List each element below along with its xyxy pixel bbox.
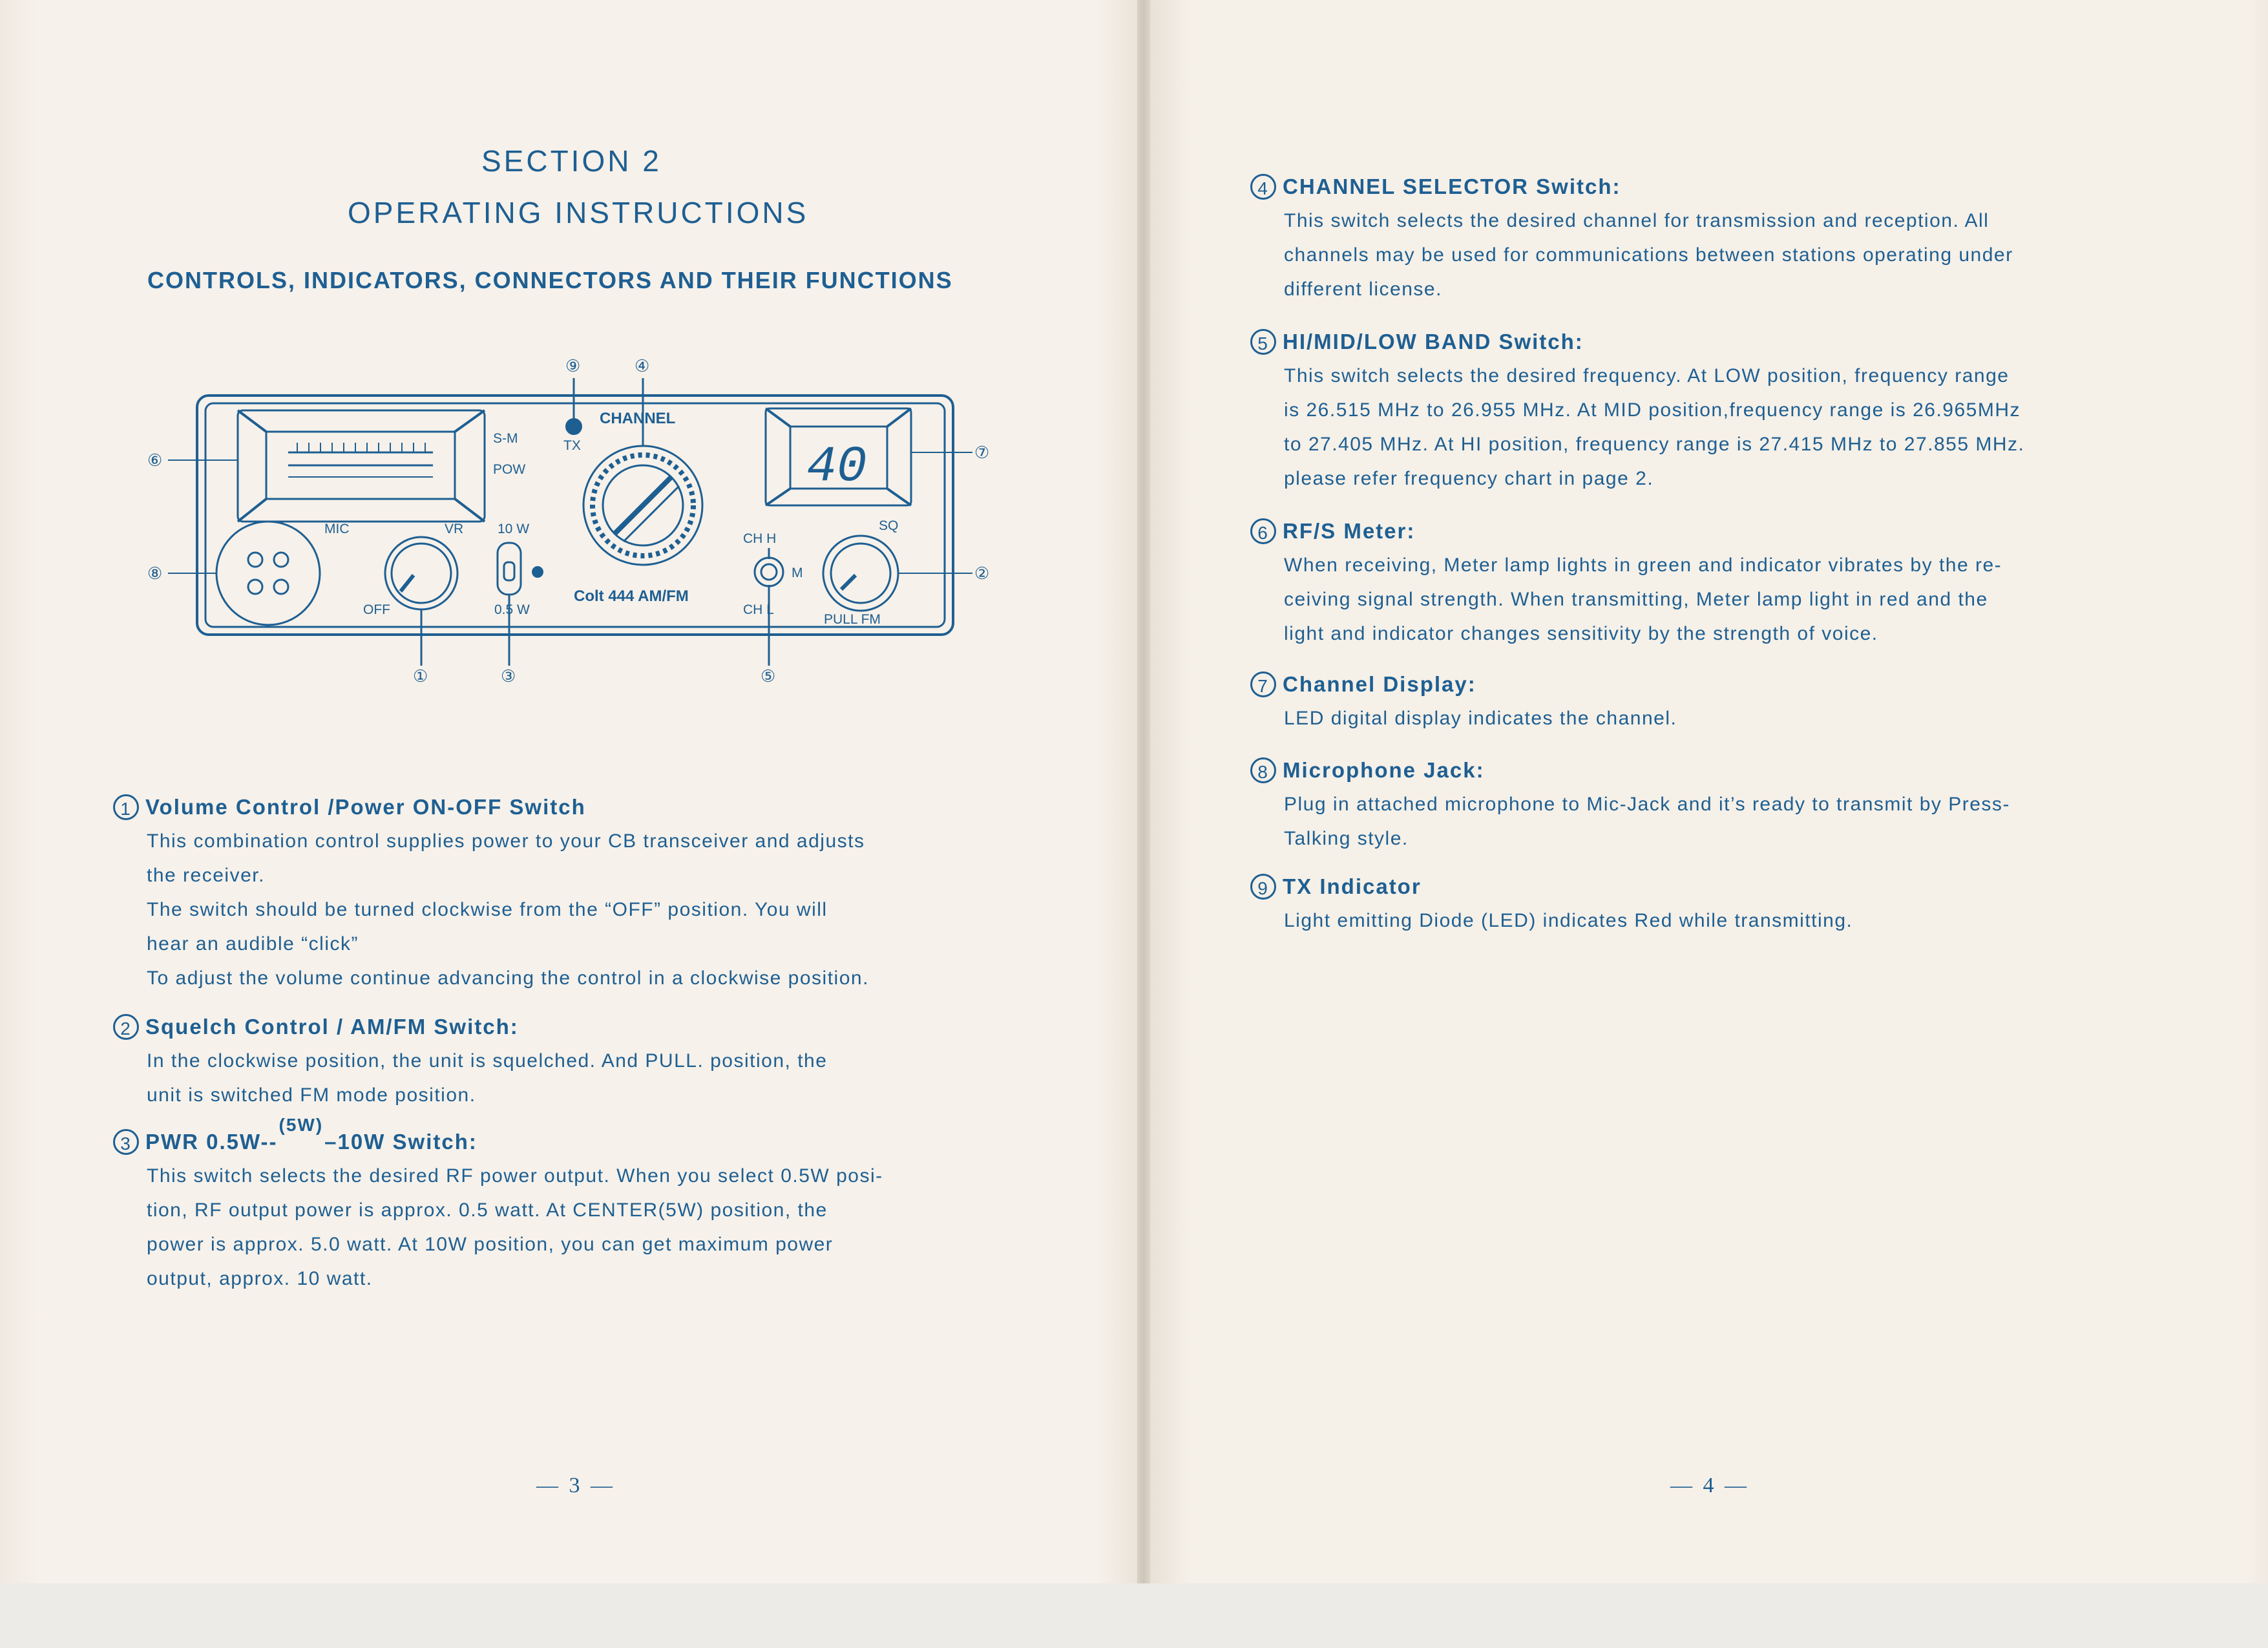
text-line: is 26.515 MHz to 26.955 MHz. At MID position,frequency range is 26.965MHz [1284, 399, 2021, 421]
item-number: 7 [1250, 671, 1276, 697]
item-title: RF/S Meter: [1283, 519, 1416, 543]
callout-4: ④ [635, 356, 650, 375]
text-line: This combination control supplies power to your CB transceiver and adjusts [147, 830, 865, 852]
item-title: Volume Control /Power ON-OFF Switch [145, 795, 586, 819]
page-subheading: CONTROLS, INDICATORS, CONNECTORS AND THEIR FUNCTIONS [147, 267, 953, 293]
text-line: Talking style. [1284, 828, 1409, 849]
channel-display-digits: 40 [806, 439, 867, 496]
label-ch-h: CH H [743, 531, 777, 546]
label-m: M [792, 565, 803, 580]
text-line: This switch selects the desired channel for transmission and reception. All [1284, 210, 1990, 231]
band-switch [755, 548, 783, 596]
text-line: When receiving, Meter lamp lights in green and indicator vibrates by the re- [1284, 555, 2002, 576]
text-line: to 27.405 MHz. At HI position, frequency range is 27.415 MHz to 27.855 MHz. [1284, 434, 2025, 455]
label-10w: 10 W [498, 522, 530, 536]
label-tx: TX [563, 438, 581, 453]
text-line: Plug in attached microphone to Mic-Jack and it’s ready to transmit by Press- [1284, 794, 2010, 815]
callout-8: ⑧ [147, 564, 163, 583]
callout-9: ⑨ [565, 356, 581, 375]
text-line: LED digital display indicates the channel. [1284, 708, 1677, 729]
text-line: output, approx. 10 watt. [147, 1268, 373, 1289]
item-title: TX Indicator [1283, 874, 1422, 898]
item-tx-indicator [1250, 869, 2168, 938]
text-line: Light emitting Diode (LED) indicates Red while transmitting. [1284, 910, 1853, 931]
text-line: unit is switched FM mode position. [147, 1084, 476, 1106]
microphone-jack [216, 522, 320, 625]
section-label: SECTION 2 [481, 144, 662, 178]
callout-5: ⑤ [761, 666, 776, 686]
item-number: 8 [1250, 757, 1276, 783]
label-off: OFF [363, 602, 390, 617]
callout-7: ⑦ [974, 443, 990, 462]
text-line: please refer frequency chart in page 2. [1284, 468, 1654, 489]
power-switch [498, 543, 542, 595]
radio-front-panel-diagram [142, 349, 1002, 698]
text-line: tion, RF output power is approx. 0.5 watt. At CENTER(5W) position, the [147, 1199, 828, 1221]
item-volume-control [113, 790, 985, 995]
page-heading: OPERATING INSTRUCTIONS [348, 196, 809, 229]
item-power-switch [113, 1115, 985, 1296]
text-line: In the clockwise position, the unit is squelched. And PULL. position, the [147, 1050, 828, 1072]
item-title: Channel Display: [1283, 672, 1476, 696]
item-band-switch [1250, 324, 2168, 496]
callout-6: ⑥ [147, 450, 163, 470]
text-line: hear an audible “click” [147, 933, 359, 955]
page-number-right: — 4 — [1670, 1474, 1749, 1497]
model-name: Colt 444 AM/FM [574, 587, 689, 605]
item-channel-selector [1250, 169, 2168, 306]
text-line: This switch selects the desired RF power output. When you select 0.5W posi- [147, 1165, 883, 1187]
label-0-5w: 0.5 W [494, 602, 530, 617]
item-squelch-control [113, 1009, 985, 1112]
label-sq: SQ [879, 518, 899, 533]
tx-indicator-led [567, 419, 581, 434]
scan-background [0, 1583, 2268, 1648]
item-title: Microphone Jack: [1283, 758, 1485, 782]
label-vr: VR [445, 522, 464, 536]
item-number: 3 [113, 1129, 139, 1155]
text-line: different license. [1284, 279, 1442, 300]
item-number: 1 [113, 794, 139, 820]
channel-selector-knob [583, 446, 702, 565]
label-pull-fm: PULL FM [824, 612, 881, 627]
item-title-a: PWR 0.5W-- [145, 1130, 278, 1154]
volume-knob [385, 537, 457, 609]
item-number: 4 [1250, 174, 1276, 200]
text-line: light and indicator changes sensitivity by the strength of voice. [1284, 623, 1878, 644]
item-title-b: –10W Switch: [324, 1130, 478, 1154]
item-microphone-jack [1250, 753, 2168, 856]
label-ch-l: CH L [743, 602, 774, 617]
item-title-superscript: (5W) [278, 1115, 324, 1135]
text-line: ceiving signal strength. When transmitting, Meter lamp light in red and the [1284, 589, 1988, 610]
item-title: HI/MID/LOW BAND Switch: [1283, 330, 1584, 354]
item-title: CHANNEL SELECTOR Switch: [1283, 174, 1621, 198]
label-sm: S-M [493, 431, 518, 446]
text-line: channels may be used for communications between stations operating under [1284, 244, 2013, 266]
book-gutter [1137, 0, 1150, 1648]
item-channel-display [1250, 667, 2168, 735]
item-rf-s-meter [1250, 514, 2168, 651]
page-number-left: — 3 — [536, 1474, 615, 1497]
text-line: This switch selects the desired frequency. At LOW position, frequency range [1284, 365, 2010, 386]
callout-2: ② [974, 564, 990, 583]
text-line: power is approx. 5.0 watt. At 10W position, you can get maximum power [147, 1234, 834, 1255]
item-number: 9 [1250, 874, 1276, 900]
meter-window [238, 410, 485, 522]
label-pow: POW [493, 462, 526, 477]
text-line: the receiver. [147, 865, 265, 886]
callout-1: ① [413, 666, 428, 686]
item-number: 2 [113, 1014, 139, 1040]
text-line: To adjust the volume continue advancing the control in a clockwise position. [147, 967, 869, 989]
label-channel: CHANNEL [600, 410, 676, 427]
callout-3: ③ [501, 666, 516, 686]
item-title: Squelch Control / AM/FM Switch: [145, 1015, 519, 1039]
label-mic: MIC [324, 522, 350, 536]
text-line: The switch should be turned clockwise from the “OFF” position. You will [147, 899, 828, 920]
item-number: 5 [1250, 329, 1276, 355]
squelch-knob [823, 536, 898, 611]
item-number: 6 [1250, 518, 1276, 544]
